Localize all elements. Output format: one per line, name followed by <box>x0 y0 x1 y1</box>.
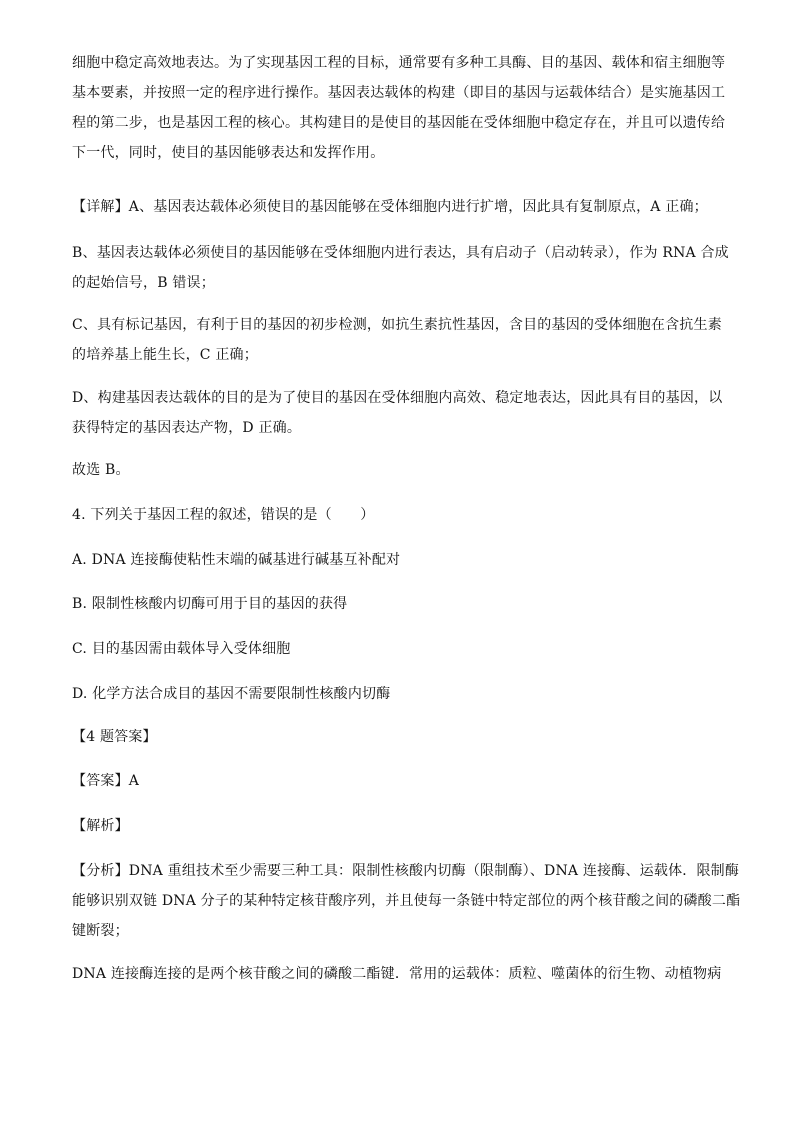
text-line: 故选 B。 <box>72 462 130 478</box>
text-line: 的起始信号，B 错误； <box>72 275 215 291</box>
text-line: 细胞中稳定高效地表达。为了实现基因工程的目标，通常要有多种工具酶、目的基因、载体和宿主细胞等 <box>72 55 726 71</box>
paragraph-opt-b <box>72 589 722 619</box>
text-line: 程的第二步，也是基因工程的核心。其构建目的是使目的基因能在受体细胞中稳定存在，并且可以遗传给 <box>72 115 726 131</box>
text-line: 的培养基上能生长，C 正确； <box>72 347 258 363</box>
paragraph-answer <box>72 766 722 796</box>
text-line: 【详解】A、基因表达载体必须使目的基因能够在受体细胞内进行扩增，因此具有复制原点，A 正确； <box>72 199 708 215</box>
paragraph-choice <box>72 455 722 485</box>
text-line: 【答案】A <box>72 773 140 789</box>
paragraph-analysis <box>72 856 741 946</box>
paragraph-q4 <box>72 500 722 530</box>
paragraph-detail-b <box>72 238 729 298</box>
paragraph-opt-c <box>72 634 722 664</box>
paragraph-opt-d <box>72 679 722 709</box>
paragraph-analysis-heading <box>72 811 722 841</box>
text-line: C、具有标记基因，有利于目的基因的初步检测，如抗生素抗性基因，含目的基因的受体细胞在含抗生素 <box>72 317 722 333</box>
paragraph-q4-answer-heading <box>72 722 722 752</box>
text-line: A. DNA 连接酶使粘性末端的碱基进行碱基互补配对 <box>72 552 401 568</box>
text-line: 获得特定的基因表达产物，D 正确。 <box>72 420 302 436</box>
text-line: B、基因表达载体必须使目的基因能够在受体细胞内进行表达，具有启动子（启动转录），作为 RNA 合成 <box>72 245 729 261</box>
paragraph-detail-a <box>72 192 722 222</box>
paragraph-detail-d <box>72 383 722 443</box>
text-line: C. 目的基因需由载体导入受体细胞 <box>72 641 291 657</box>
text-line: 基本要素，并按照一定的程序进行操作。基因表达载体的构建（即目的基因与运载体结合）是实施基因工 <box>72 85 726 101</box>
text-line: 4. 下列关于基因工程的叙述，错误的是（ ） <box>72 507 375 523</box>
text-line: B. 限制性核酸内切酶可用于目的基因的获得 <box>72 596 348 612</box>
text-line: 【4 题答案】 <box>72 729 157 745</box>
text-line: D、构建基因表达载体的目的是为了使目的基因在受体细胞内高效、稳定地表达，因此具有目的基因，以 <box>72 390 723 406</box>
paragraph-opt-a <box>72 545 722 575</box>
text-line: DNA 连接酶连接的是两个核苷酸之间的磷酸二酯键．常用的运载体：质粒、噬菌体的衍生物、动植物病 <box>72 966 722 982</box>
text-line: 能够识别双链 DNA 分子的某种特定核苷酸序列，并且使每一条链中特定部位的两个核苷酸之间的磷酸二酯 <box>72 893 741 909</box>
paragraph-intro <box>72 48 726 168</box>
paragraph-detail-c <box>72 310 722 370</box>
paragraph-analysis-2 <box>72 959 722 989</box>
text-line: 【分析】DNA 重组技术至少需要三种工具：限制性核酸内切酶（限制酶）、DNA 连接酶、运载体．限制酶 <box>72 863 740 879</box>
text-line: 键断裂； <box>72 923 129 939</box>
text-line: D. 化学方法合成目的基因不需要限制性核酸内切酶 <box>72 686 391 702</box>
text-line: 【解析】 <box>72 818 129 834</box>
text-line: 下一代，同时，使目的基因能够表达和发挥作用。 <box>72 145 385 161</box>
